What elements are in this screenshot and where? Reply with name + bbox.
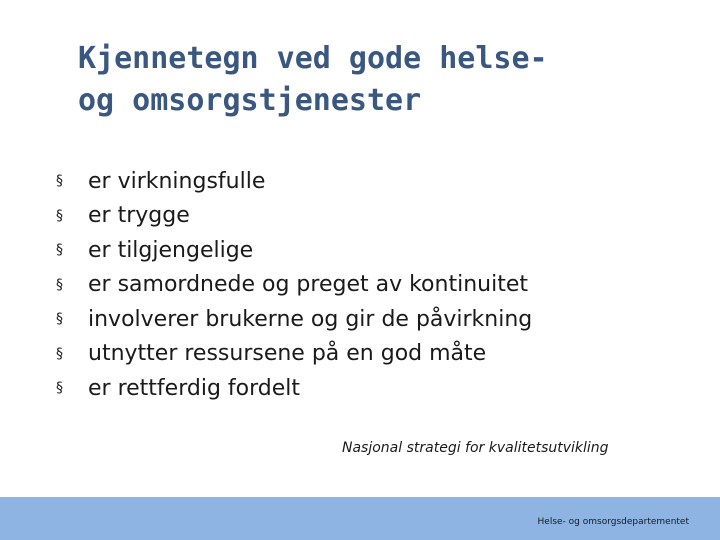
bullet-icon: § [56,311,63,328]
bullet-text: er rettferdig fordelt [88,375,300,401]
source-citation: Nasjonal strategi for kvalitetsutvikling [342,440,609,456]
slide-title [78,38,698,122]
bullet-item [56,164,532,199]
bullet-icon: § [56,380,63,397]
bullet-text: er samordnede og preget av kontinuitet [88,272,528,298]
bullet-item [56,268,532,303]
bullet-text: involverer brukerne og gir de påvirkning [88,306,533,332]
slide-title-line-2: og omsorgstjenester [78,83,422,118]
bullet-icon: § [56,242,63,259]
footer-bar [0,497,720,540]
bullet-item [56,199,532,234]
bullet-list [56,164,532,406]
bullet-icon: § [56,345,63,362]
bullet-item [56,233,532,268]
footer-ministry-label: Helse- og omsorgsdepartementet [537,517,689,527]
bullet-icon: § [56,173,63,190]
bullet-text: er tilgjengelige [88,237,254,263]
slide-title-line-1: Kjennetegn ved gode helse- [78,41,548,76]
bullet-item [56,337,532,372]
bullet-item [56,302,532,337]
bullet-text: er trygge [88,203,190,229]
bullet-text: utnytter ressursene på en god måte [88,341,487,367]
bullet-text: er virkningsfulle [88,168,266,194]
bullet-icon: § [56,207,63,224]
bullet-icon: § [56,276,63,293]
bullet-item [56,371,532,406]
